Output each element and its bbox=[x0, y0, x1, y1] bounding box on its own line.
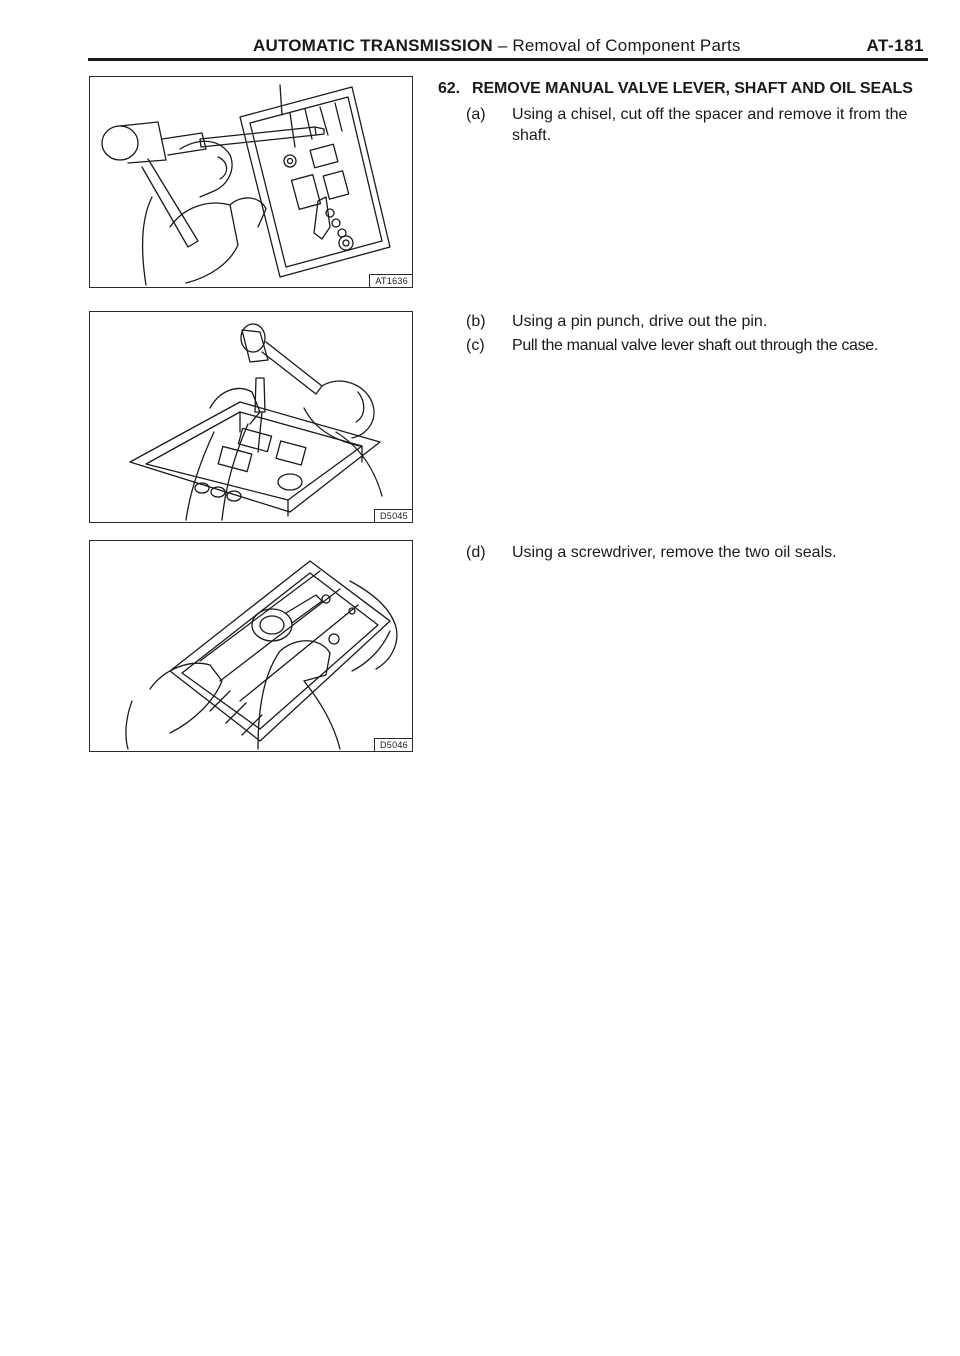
figure-code: D5045 bbox=[374, 509, 412, 522]
substep-b bbox=[466, 311, 926, 332]
substep-a bbox=[466, 104, 926, 146]
substep-text: Using a screwdriver, remove the two oil seals. bbox=[512, 544, 837, 561]
screwdriver-illustration bbox=[90, 541, 412, 751]
page-number: AT-181 bbox=[866, 36, 924, 55]
figure-pin-punch bbox=[89, 311, 413, 523]
substep-label: (d) bbox=[466, 544, 486, 561]
substep-text: Using a pin punch, drive out the pin. bbox=[512, 313, 768, 330]
header-title bbox=[253, 36, 741, 56]
substep-label: (a) bbox=[466, 106, 486, 123]
figure-chisel-spacer bbox=[89, 76, 413, 288]
substep-c bbox=[466, 335, 926, 356]
chisel-illustration bbox=[90, 77, 412, 287]
pin-punch-illustration bbox=[90, 312, 412, 522]
step-heading bbox=[438, 80, 913, 98]
subsection-title: Removal of Component Parts bbox=[512, 36, 741, 55]
step-number: 62. bbox=[438, 80, 460, 97]
substep-d bbox=[466, 542, 926, 563]
substep-text: Using a chisel, cut off the spacer and remove it from the shaft. bbox=[512, 106, 908, 144]
title-separator: – bbox=[492, 36, 513, 55]
figure-screwdriver-seals bbox=[89, 540, 413, 752]
section-title: AUTOMATIC TRANSMISSION bbox=[253, 36, 493, 55]
substep-label: (c) bbox=[466, 337, 485, 354]
substep-label: (b) bbox=[466, 313, 486, 330]
substep-text: Pull the manual valve lever shaft out through the case. bbox=[512, 337, 878, 354]
step-title: REMOVE MANUAL VALVE LEVER, SHAFT AND OIL SEALS bbox=[472, 80, 913, 97]
figure-code: D5046 bbox=[374, 738, 412, 751]
page-header bbox=[88, 34, 928, 62]
figure-code: AT1636 bbox=[369, 274, 412, 287]
header-rule bbox=[88, 58, 928, 61]
